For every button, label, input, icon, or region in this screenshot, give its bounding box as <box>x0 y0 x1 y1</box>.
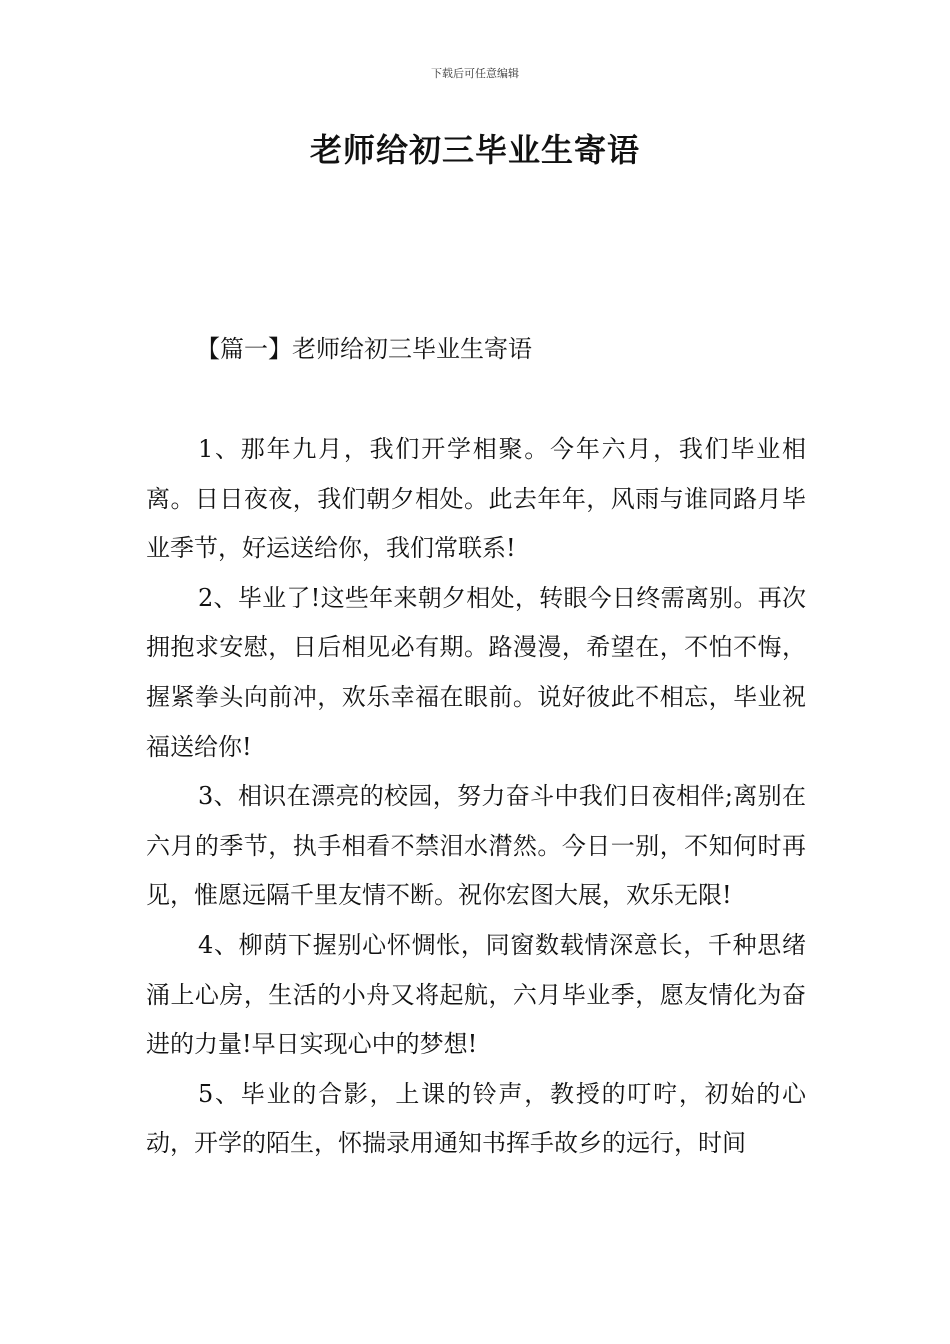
paragraph-5: 5、毕业的合影，上课的铃声，教授的叮咛，初始的心动，开学的陌生，怀揣录用通知书挥手故乡的远行，时间 <box>146 1079 806 1158</box>
section-heading: 【篇一】老师给初三毕业生寄语 <box>196 335 532 363</box>
paragraph-3: 3、相识在漂亮的校园，努力奋斗中我们日夜相伴;离别在六月的季节，执手相看不禁泪水潸然。今日一别，不知何时再见，惟愿远隔千里友情不断。祝你宏图大展，欢乐无限! <box>146 782 806 910</box>
header-note: 下载后可任意编辑 <box>431 67 519 80</box>
document-title: 老师给初三毕业生寄语 <box>309 131 640 169</box>
paragraph-1: 1、那年九月，我们开学相聚。今年六月，我们毕业相离。日日夜夜，我们朝夕相处。此去年年，风雨与谁同路月毕业季节，好运送给你，我们常联系! <box>146 435 806 563</box>
document-body <box>146 425 806 1169</box>
paragraph-4: 4、柳荫下握别心怀惆怅，同窗数载情深意长，千种思绪涌上心房，生活的小舟又将起航，六月毕业季，愿友情化为奋进的力量!早日实现心中的梦想! <box>146 930 806 1059</box>
paragraph-2: 2、毕业了!这些年来朝夕相处，转眼今日终需离别。再次拥抱求安慰，日后相见必有期。路漫漫，希望在，不怕不悔，握紧拳头向前冲，欢乐幸福在眼前。说好彼此不相忘，毕业祝福送给你! <box>146 583 806 761</box>
